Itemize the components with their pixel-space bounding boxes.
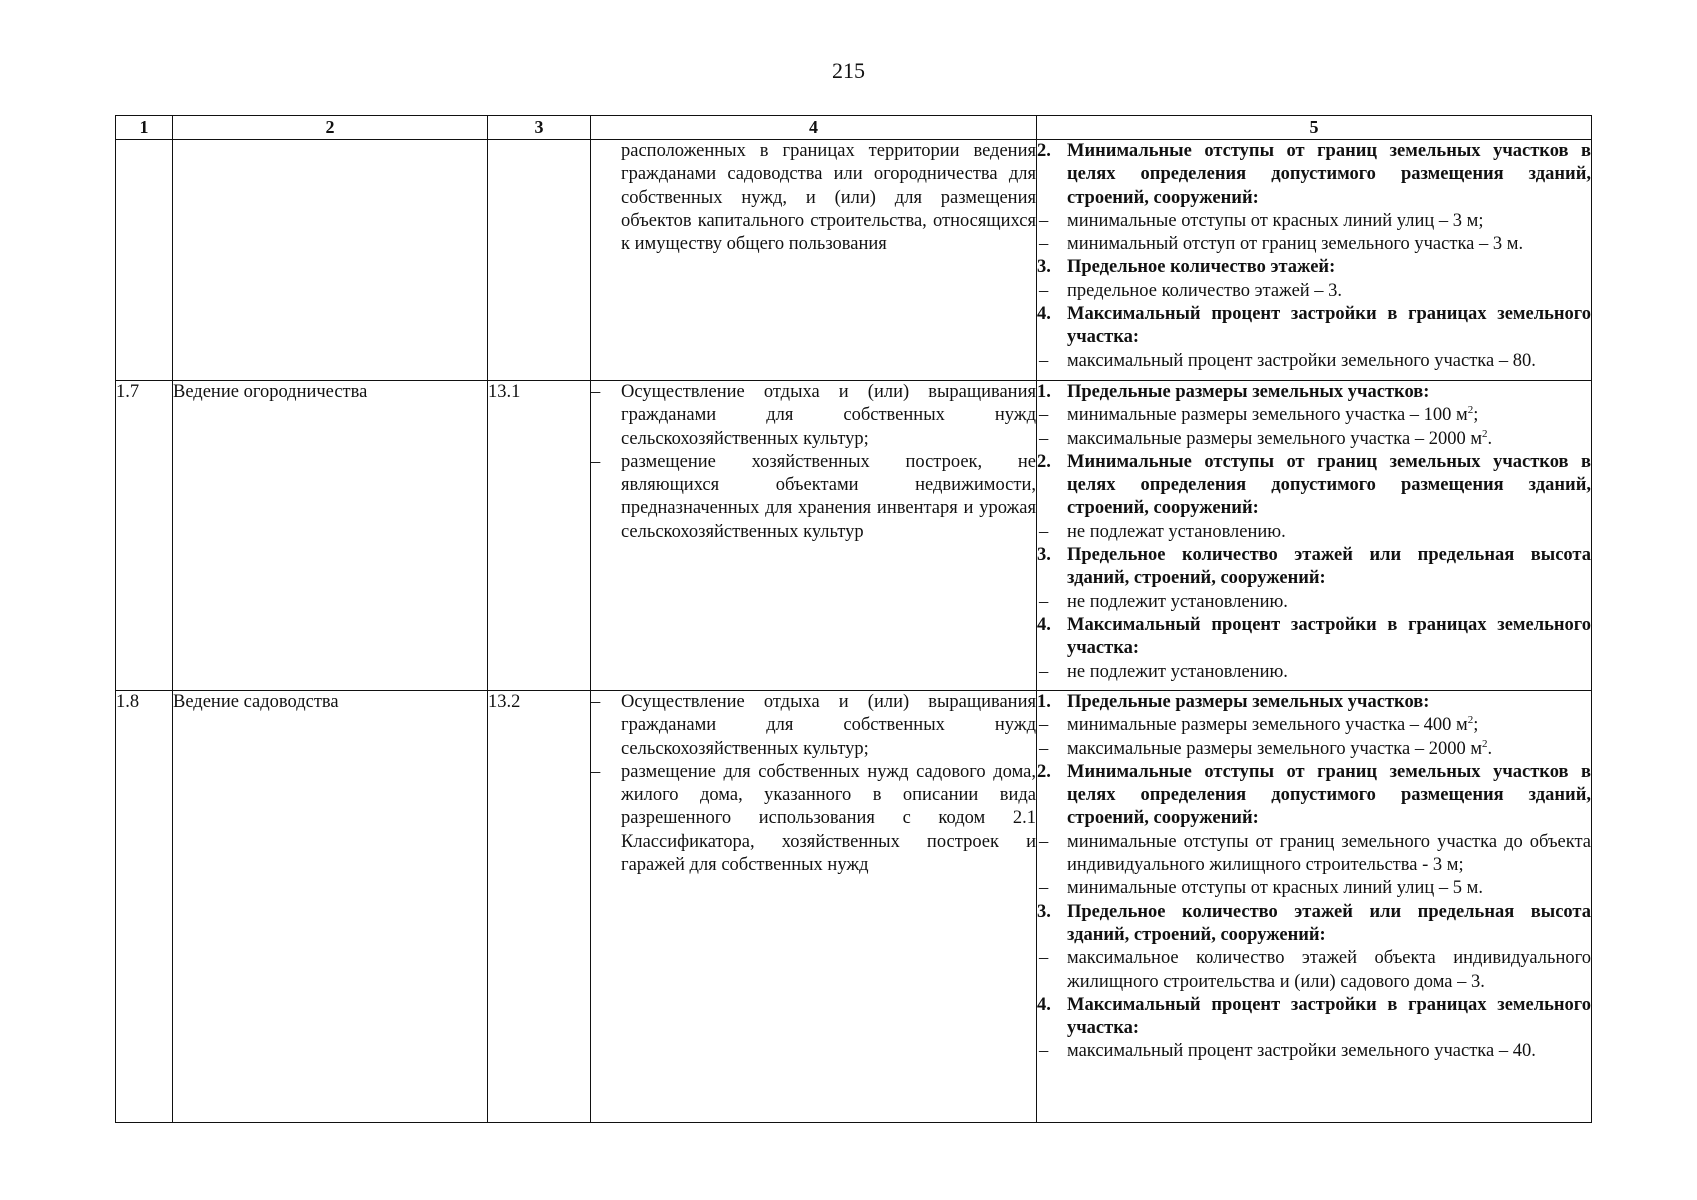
row-number <box>116 140 173 381</box>
table-row <box>116 140 1592 381</box>
row-number: 1.7 <box>116 381 173 691</box>
row-name <box>173 140 488 381</box>
param-item: – минимальный отступ от границ земельного участка – 3 м. <box>1039 234 1524 255</box>
column-header-2: 2 <box>173 116 488 140</box>
param-item: – минимальные отступы от красных линий улиц – 5 м. <box>1039 878 1483 899</box>
description-text: расположенных в границах территории ведения гражданами садоводства или огородничества для собственных нужд, и (или) для размещения объектов капитального строительства, относящихся к имуществу общего пользования <box>621 141 1036 255</box>
param-heading: 3. Предельное количество этажей: <box>1037 257 1336 278</box>
table-row <box>116 381 1592 691</box>
row-parameters <box>1037 140 1592 381</box>
page-number: 215 <box>832 58 865 83</box>
param-item: – минимальные отступы от границ земельного участка до объекта индивидуального жилищного строительства - 3 м; <box>1039 831 1591 876</box>
column-header-1: 1 <box>116 116 173 140</box>
table-row <box>116 691 1592 1123</box>
param-heading: 2. Минимальные отступы от границ земельных участков в целях определения допустимого размещения зданий, строений, сооружений: <box>1037 451 1591 519</box>
column-header-3: 3 <box>488 116 591 140</box>
description-bullet: – Осуществление отдыха и (или) выращивания гражданами для собственных нужд сельскохозяйственных культур; <box>591 382 1036 449</box>
row-code: 13.2 <box>488 691 591 1123</box>
param-item: – предельное количество этажей – 3. <box>1039 280 1343 301</box>
param-item: – минимальные отступы от красных линий улиц – 3 м; <box>1039 210 1484 231</box>
param-item: – максимальные размеры земельного участка – 2000 $м^2$. <box>1039 737 1493 759</box>
row-parameters <box>1037 381 1592 691</box>
column-header-4: 4 <box>591 116 1037 140</box>
row-name: Ведение садоводства <box>173 691 488 1123</box>
param-item: – минимальные размеры земельного участка – 100 $м^2$; <box>1039 404 1479 426</box>
description-bullet: – Осуществление отдыха и (или) выращивания гражданами для собственных нужд сельскохозяйственных культур; <box>591 692 1036 759</box>
param-heading: 3. Предельное количество этажей или предельная высота зданий, строений, сооружений: <box>1037 901 1591 945</box>
row-description <box>591 140 1037 381</box>
param-heading: 4. Максимальный процент застройки в границах земельного участка: <box>1037 994 1591 1039</box>
param-item: – максимальный процент застройки земельного участка – 80. <box>1039 350 1536 371</box>
table-header-row <box>116 116 1592 140</box>
row-parameters <box>1037 691 1592 1123</box>
row-description <box>591 691 1037 1123</box>
description-bullet: – размещение для собственных нужд садового дома, жилого дома, указанного в описании вида разрешенного использования с кодом 2.1 Классификатора, хозяйственных построек и гаражей для собственных нужд <box>591 761 1036 876</box>
row-name: Ведение огородничества <box>173 381 488 691</box>
row-description <box>591 381 1037 691</box>
param-heading: 4. Максимальный процент застройки в границах земельного участка: <box>1037 614 1591 659</box>
param-item: – не подлежит установлению. <box>1039 591 1288 612</box>
param-heading: 3. Предельное количество этажей или предельная высота зданий, строений, сооружений: <box>1037 545 1591 589</box>
param-item: – не подлежат установлению. <box>1039 521 1286 542</box>
param-item: – максимальный процент застройки земельного участка – 40. <box>1039 1041 1536 1062</box>
land-use-table <box>115 115 1592 1123</box>
row-code <box>488 140 591 381</box>
param-item: – максимальное количество этажей объекта индивидуального жилищного строительства и (или) садового дома – 3. <box>1039 948 1591 992</box>
param-item: – не подлежит установлению. <box>1039 661 1288 682</box>
param-item: – максимальные размеры земельного участка – 2000 $м^2$. <box>1039 427 1493 449</box>
param-heading: 1. Предельные размеры земельных участков: <box>1037 692 1430 712</box>
column-header-5: 5 <box>1037 116 1592 140</box>
param-heading: 2. Минимальные отступы от границ земельных участков в целях определения допустимого размещения зданий, строений, сооружений: <box>1037 141 1591 208</box>
param-heading: 1. Предельные размеры земельных участков: <box>1037 382 1430 402</box>
param-heading: 4. Максимальный процент застройки в границах земельного участка: <box>1037 304 1591 348</box>
description-bullet: – размещение хозяйственных построек, не являющихся объектами недвижимости, предназначенных для хранения инвентаря и урожая сельскохозяйственных культур <box>591 451 1036 542</box>
row-code: 13.1 <box>488 381 591 691</box>
param-item: – минимальные размеры земельного участка – 400 $м^2$; <box>1039 714 1479 736</box>
param-heading: 2. Минимальные отступы от границ земельных участков в целях определения допустимого размещения зданий, строений, сооружений: <box>1037 761 1591 829</box>
row-number: 1.8 <box>116 691 173 1123</box>
